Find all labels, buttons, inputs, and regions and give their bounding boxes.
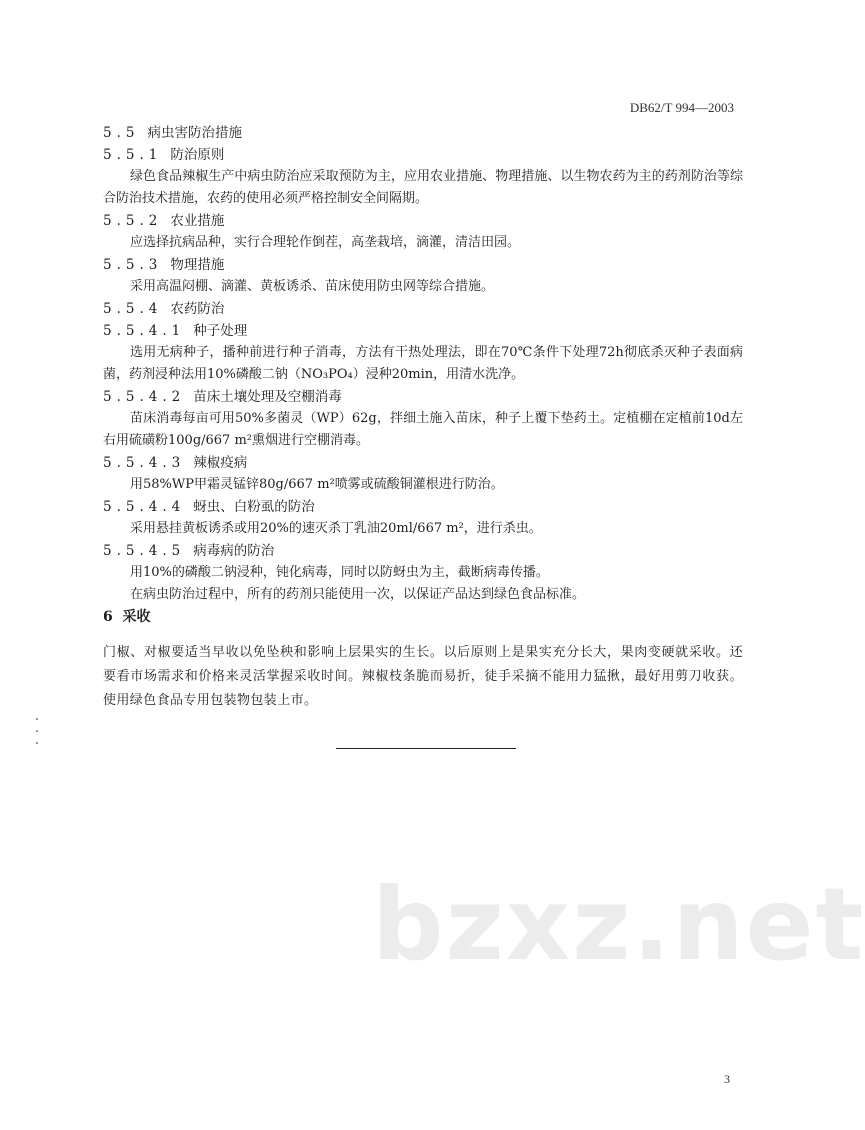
heading-5-5-4-2 xyxy=(103,386,743,408)
paragraph-6: 门椒、对椒要适当早收以免坠秧和影响上层果实的生长。以后原则上是果实充分长大，果肉变硬就采收。还要看市场需求和价格来灵活掌握采收时间。辣椒枝条脆而易折，徒手采摘不能用力猛揪，最好用剪刀收获。使用绿色食品专用包装物包装上市。 xyxy=(103,645,743,708)
section-number: 5.5.1 xyxy=(103,147,163,163)
paragraph-5-5-4-2: 苗床消毒每亩可用50%多菌灵（WP）62g，拌细土施入苗床，种子上覆下垫药土。定植棚在定植前10d左右用硫磺粉100g/667 m²熏烟进行空棚消毒。 xyxy=(103,411,743,448)
margin-marks xyxy=(36,718,40,758)
heading-5-5-1 xyxy=(103,144,743,166)
section-title: 农业措施 xyxy=(170,213,225,229)
section-number: 5.5.4.3 xyxy=(103,455,186,471)
section-title: 农药防治 xyxy=(170,301,225,317)
paragraph-5-5-4-5-a: 用10%的磷酸二钠浸种，钝化病毒，同时以防蚜虫为主，截断病毒传播。 xyxy=(130,565,549,580)
section-title: 物理措施 xyxy=(170,257,225,273)
section-title: 辣椒疫病 xyxy=(193,455,248,471)
heading-5-5-4-4 xyxy=(103,496,743,518)
section-number: 5.5.4.2 xyxy=(103,389,186,405)
section-number: 5.5.4 xyxy=(103,301,163,317)
section-title: 防治原则 xyxy=(170,147,225,163)
section-title: 病毒病的防治 xyxy=(193,543,275,559)
section-title: 种子处理 xyxy=(193,323,248,339)
paragraph-5-5-2: 应选择抗病品种，实行合理轮作倒茬，高垄栽培，滴灌，清洁田园。 xyxy=(130,235,521,250)
section-number: 5.5 xyxy=(103,125,140,141)
section-number: 5.5.4.4 xyxy=(103,499,186,515)
document-code: DB62/T 994—2003 xyxy=(629,100,734,115)
paragraph-5-5-4-5-b: 在病虫防治过程中，所有的药剂只能使用一次，以保证产品达到绿色食品标准。 xyxy=(130,587,586,602)
heading-5-5-4 xyxy=(103,298,743,320)
paragraph-5-5-4-3: 用58%WP甲霜灵锰锌80g/667 m²喷雾或硫酸铜灌根进行防治。 xyxy=(130,477,504,492)
paragraph-5-5-4-4: 采用悬挂黄板诱杀或用20%的速灭杀丁乳油20ml/667 m²，进行杀虫。 xyxy=(130,521,542,536)
section-title: 采收 xyxy=(122,609,151,625)
watermark-logo: bzxz.net xyxy=(372,866,865,983)
paragraph-5-5-3: 采用高温闷棚、滴灌、黄板诱杀、苗床使用防虫网等综合措施。 xyxy=(130,279,495,294)
section-number: 6 xyxy=(103,609,113,625)
heading-5-5-4-3 xyxy=(103,452,743,474)
section-title: 病虫害防治措施 xyxy=(147,125,242,141)
heading-5-5 xyxy=(103,122,743,144)
document-body xyxy=(103,122,743,726)
section-title: 蚜虫、白粉虱的防治 xyxy=(193,499,315,515)
paragraph-5-5-1: 绿色食品辣椒生产中病虫防治应采取预防为主，应用农业措施、物理措施、以生物农药为主的药剂防治等综合防治技术措施，农药的使用必须严格控制安全间隔期。 xyxy=(103,169,743,206)
section-number: 5.5.3 xyxy=(103,257,163,273)
heading-5-5-4-1 xyxy=(103,320,743,342)
heading-5-5-2 xyxy=(103,210,743,232)
paragraph-5-5-4-1: 选用无病种子，播种前进行种子消毒，方法有干热处理法，即在70℃条件下处理72h彻底杀灭种子表面病菌，药剂浸种法用10%磷酸二钠（NO₃PO₄）浸种20min，用清水洗净。 xyxy=(103,345,743,382)
section-number: 5.5.2 xyxy=(103,213,163,229)
heading-6 xyxy=(103,606,743,628)
heading-5-5-3 xyxy=(103,254,743,276)
page-number: 3 xyxy=(724,1072,730,1086)
heading-5-5-4-5 xyxy=(103,540,743,562)
section-title: 苗床土壤处理及空棚消毒 xyxy=(193,389,342,405)
section-number: 5.5.4.1 xyxy=(103,323,186,339)
section-number: 5.5.4.5 xyxy=(103,543,186,559)
end-divider xyxy=(336,748,516,749)
